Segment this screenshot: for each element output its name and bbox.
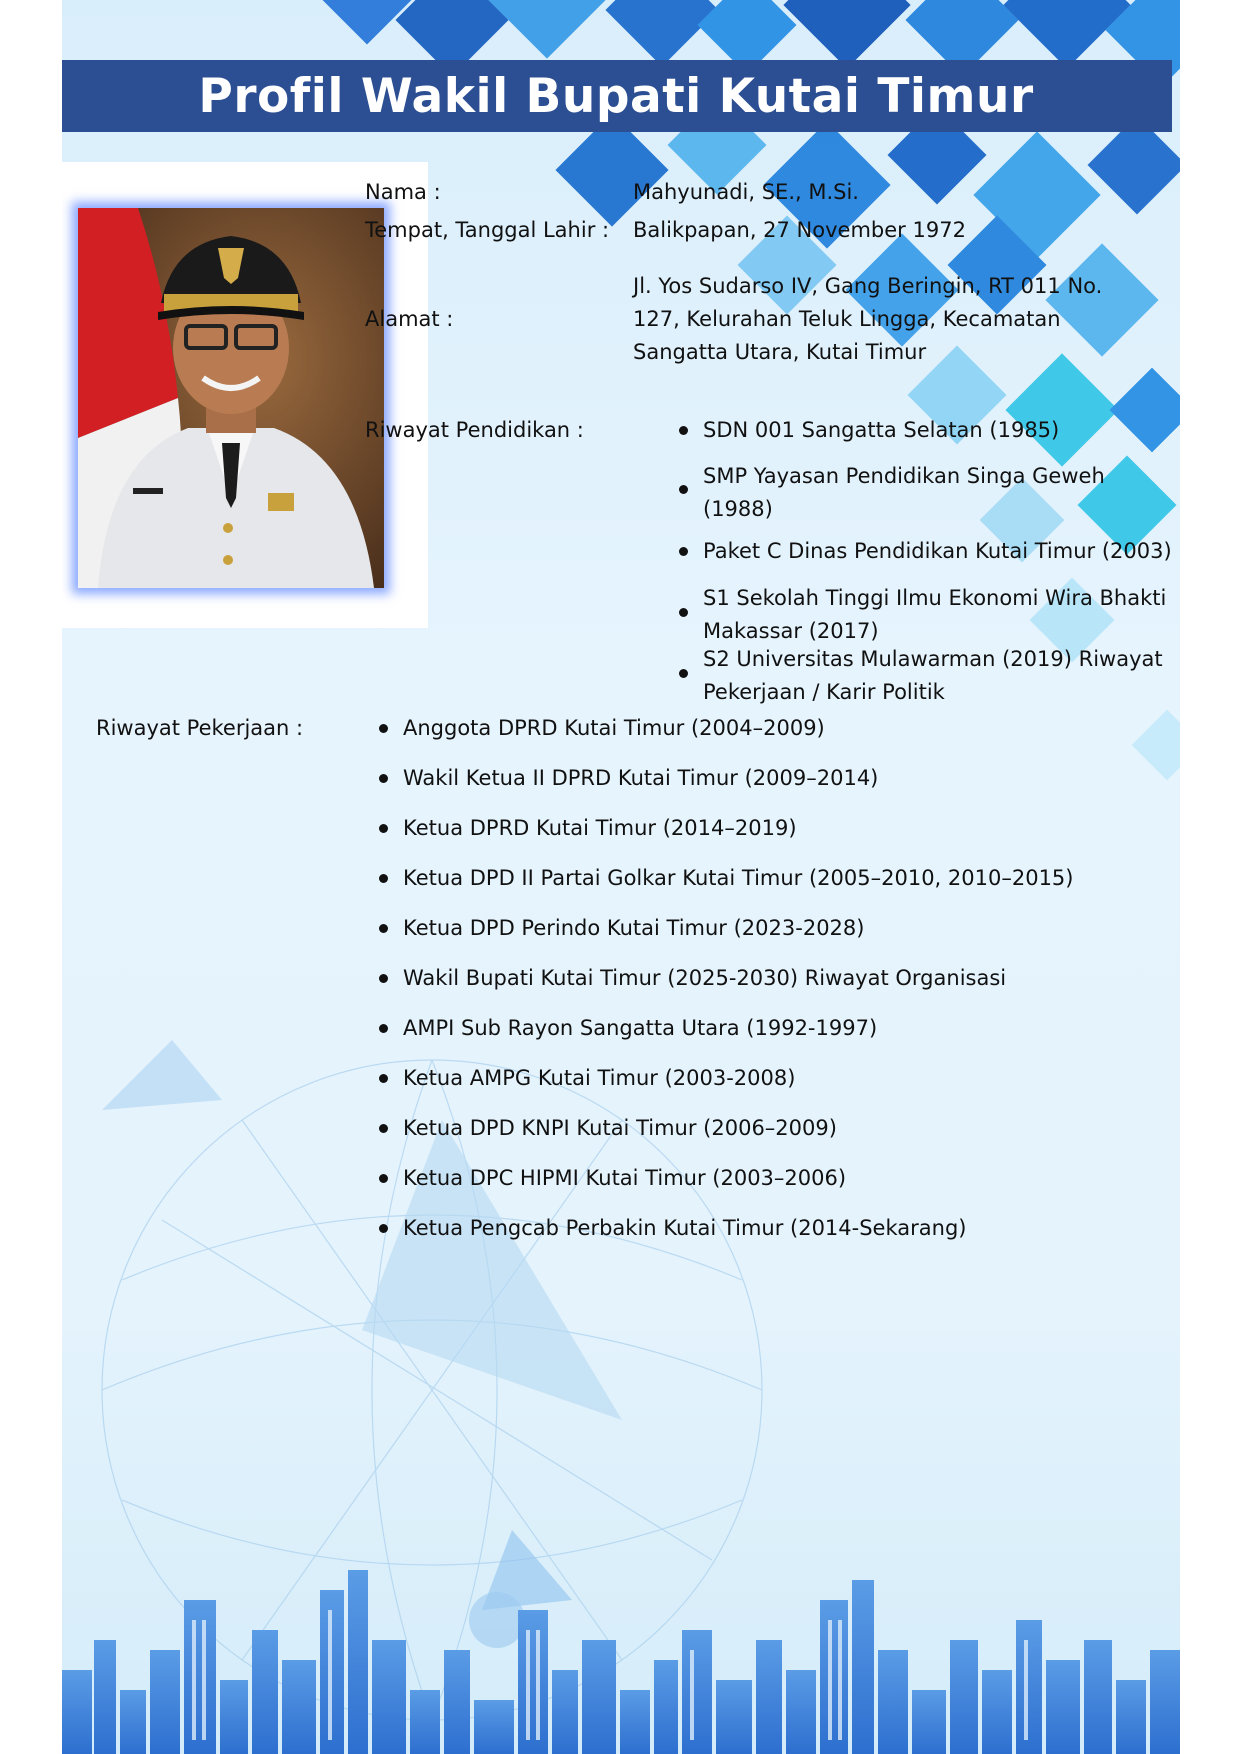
page-title: Profil Wakil Bupati Kutai Timur bbox=[198, 68, 1034, 124]
portrait-illustration bbox=[78, 208, 384, 588]
list-item: Ketua DPD KNPI Kutai Timur (2006–2009) bbox=[403, 1116, 837, 1140]
list-item: Ketua DPC HIPMI Kutai Timur (2003–2006) bbox=[403, 1166, 847, 1190]
list-item: Ketua Pengcab Perbakin Kutai Timur (2014-Sekarang) bbox=[403, 1216, 967, 1240]
pendidikan-item-4-line-1: S1 Sekolah Tinggi Ilmu Ekonomi Wira Bhakti bbox=[703, 586, 1167, 610]
pendidikan-label: Riwayat Pendidikan : bbox=[365, 418, 584, 442]
ttl-label: Tempat, Tanggal Lahir : bbox=[365, 218, 610, 242]
bullet bbox=[679, 426, 688, 435]
nama-value: Mahyunadi, SE., M.Si. bbox=[633, 180, 859, 204]
pekerjaan-label: Riwayat Pekerjaan : bbox=[96, 716, 304, 740]
profile-sheet bbox=[62, 0, 1180, 1754]
list-item: Ketua DPD Perindo Kutai Timur (2023-2028) bbox=[403, 916, 865, 940]
bullet bbox=[379, 1174, 388, 1183]
bullet bbox=[379, 1074, 388, 1083]
list-item: AMPI Sub Rayon Sangatta Utara (1992-1997) bbox=[403, 1016, 878, 1040]
pendidikan-item-5-line-2: Pekerjaan / Karir Politik bbox=[703, 680, 945, 704]
bullet bbox=[379, 724, 388, 733]
alamat-line-1: Jl. Yos Sudarso IV, Gang Beringin, RT 011 No. bbox=[633, 274, 1103, 298]
nama-label: Nama : bbox=[365, 180, 441, 204]
bullet bbox=[379, 924, 388, 933]
bullet bbox=[379, 1124, 388, 1133]
list-item: Ketua DPD II Partai Golkar Kutai Timur (2005–2010, 2010–2015) bbox=[403, 866, 1074, 890]
list-item: Anggota DPRD Kutai Timur (2004–2009) bbox=[403, 716, 825, 740]
pendidikan-item-4-line-2: Makassar (2017) bbox=[703, 619, 879, 643]
bullet bbox=[679, 547, 688, 556]
bullet bbox=[679, 608, 688, 617]
city-skyline bbox=[62, 1570, 1180, 1754]
pendidikan-item-1: SDN 001 Sangatta Selatan (1985) bbox=[703, 418, 1060, 442]
bullet bbox=[379, 774, 388, 783]
list-item: Wakil Ketua II DPRD Kutai Timur (2009–2014) bbox=[403, 766, 879, 790]
list-item: Ketua DPRD Kutai Timur (2014–2019) bbox=[403, 816, 797, 840]
bullet bbox=[379, 1024, 388, 1033]
pendidikan-item-2-line-2: (1988) bbox=[703, 497, 773, 521]
pendidikan-item-2-line-1: SMP Yayasan Pendidikan Singa Geweh bbox=[703, 464, 1105, 488]
pendidikan-item-5-line-1: S2 Universitas Mulawarman (2019) Riwayat bbox=[703, 647, 1163, 671]
bullet bbox=[379, 1224, 388, 1233]
alamat-line-3: Sangatta Utara, Kutai Timur bbox=[633, 340, 927, 364]
bullet bbox=[679, 669, 688, 678]
title-bar bbox=[62, 60, 1172, 132]
bullet bbox=[379, 824, 388, 833]
alamat-label: Alamat : bbox=[365, 307, 454, 331]
pendidikan-item-3: Paket C Dinas Pendidikan Kutai Timur (2003) bbox=[703, 539, 1172, 563]
bullet bbox=[679, 485, 688, 494]
bullet bbox=[379, 974, 388, 983]
list-item: Wakil Bupati Kutai Timur (2025-2030) Riwayat Organisasi bbox=[403, 966, 1007, 990]
portrait-photo bbox=[78, 208, 384, 588]
bullet bbox=[379, 874, 388, 883]
list-item: Ketua AMPG Kutai Timur (2003-2008) bbox=[403, 1066, 796, 1090]
alamat-line-2: 127, Kelurahan Teluk Lingga, Kecamatan bbox=[633, 307, 1061, 331]
ttl-value: Balikpapan, 27 November 1972 bbox=[633, 218, 966, 242]
